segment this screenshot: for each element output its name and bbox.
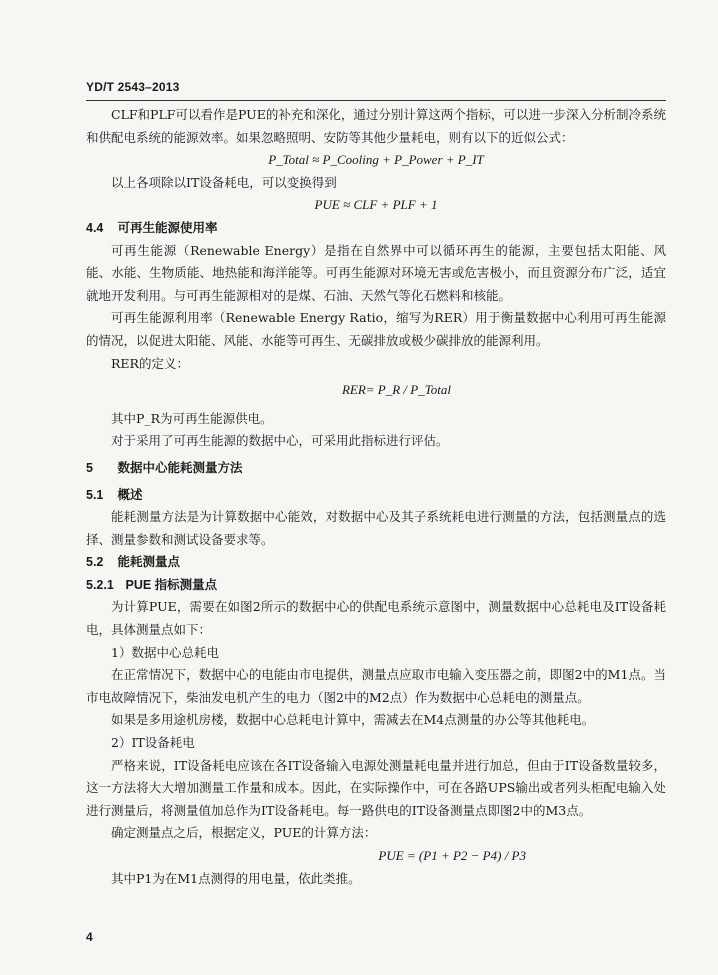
section-number: 4.4 (86, 220, 104, 235)
section-number: 5 (86, 460, 93, 475)
section-title: 能耗测量点 (117, 555, 180, 570)
formula-pue-calc: PUE = (P1 + P2 − P4) / P3 (378, 848, 526, 863)
paragraph: 确定测量点之后，根据定义，PUE的计算方法： (111, 825, 377, 841)
section-number: 5.1 (86, 487, 104, 502)
section-title: 数据中心能耗测量方法 (117, 460, 243, 475)
paragraph: 可再生能源利用率（Renewable Energy Ratio，缩写为RER）用于衡量数据中心利用可再生能源的情况，以促进太阳能、风能、水能等可再生、无碳排放或极少碳排放的能源利用。 (86, 310, 666, 348)
header-rule (86, 100, 666, 101)
list-item-heading: 1）数据中心总耗电 (111, 644, 219, 660)
section-title: PUE 指标测量点 (125, 577, 218, 592)
section-title: 可再生能源使用率 (117, 220, 218, 235)
paragraph: 对于采用了可再生能源的数据中心，可采用此指标进行评估。 (111, 433, 449, 449)
paragraph: 为计算PUE，需要在如图2所示的数据中心的供配电系统示意图中，测量数据中心总耗电及IT设备耗电，具体测量点如下： (86, 599, 666, 638)
section-number: 5.2.1 (86, 577, 114, 592)
section-heading-5-2-1 (86, 574, 666, 597)
section-heading-5-1 (86, 484, 666, 507)
section-heading-5-2 (86, 551, 666, 574)
page-number: 4 (86, 930, 93, 944)
formula-pue-approx: PUE ≈ CLF + PLF + 1 (314, 197, 438, 213)
list-item-heading: 2）IT设备耗电 (111, 735, 195, 751)
section-heading-5 (86, 457, 666, 480)
paragraph: 如果是多用途机房楼，数据中心总耗电计算中，需减去在M4点测量的办公等其他耗电。 (111, 712, 595, 728)
paragraph: 其中P1为在M1点测得的用电量，依此类推。 (111, 870, 361, 886)
formula-rer: RER= P_R / P_Total (341, 382, 451, 398)
paragraph: 可再生能源（Renewable Energy）是指在自然界中可以循环再生的能源，主要包括太阳能、风能、水能、生物质能、地热能和海洋能等。可再生能源对环境无害或危害极小，而且资源分布广泛，适宜就地开发利用。与可再生能源相对的是煤、石油、天然气等化石燃料和核能。 (86, 242, 666, 303)
paragraph: CLF和PLF可以看作是PUE的补充和深化，通过分别计算这两个指标，可以进一步深入分析制冷系统和供配电系统的能源效率。如果忽略照明、安防等其他少量耗电，则有以下的近似公式： (86, 107, 666, 145)
section-title: 概述 (117, 487, 143, 502)
document-id: YD/T 2543–2013 (86, 80, 180, 94)
section-number: 5.2 (86, 555, 104, 570)
page-body (86, 104, 666, 890)
paragraph: 在正常情况下，数据中心的电能由市电提供，测量点应取市电输入变压器之前，即图2中的M1点。当市电故障情况下，柴油发电机产生的电力（图2中的M2点）作为数据中心总耗电的测量点。 (86, 667, 666, 705)
paragraph: 其中P_R为可再生能源供电。 (111, 410, 273, 426)
paragraph: RER的定义： (111, 355, 189, 371)
section-heading-4-4 (86, 217, 666, 240)
paragraph: 以上各项除以IT设备耗电，可以变换得到 (111, 174, 337, 190)
paragraph: 能耗测量方法是为计算数据中心能效，对数据中心及其子系统耗电进行测量的方法，包括测量点的选择、测量参数和测试设备要求等。 (86, 509, 666, 547)
formula-ptotal: P_Total ≈ P_Cooling + P_Power + P_IT (268, 152, 484, 168)
paragraph: 严格来说，IT设备耗电应该在各IT设备输入电源处测量耗电量并进行加总，但由于IT设备数量较多，这一方法将大大增加测量工作量和成本。因此，在实际操作中，可在各路UPS输出或者列头柜配电输入处进行测量后，将测量值加总作为IT设备耗电。每一路供电的IT设备测量点即图2中的M3点。 (86, 757, 666, 818)
